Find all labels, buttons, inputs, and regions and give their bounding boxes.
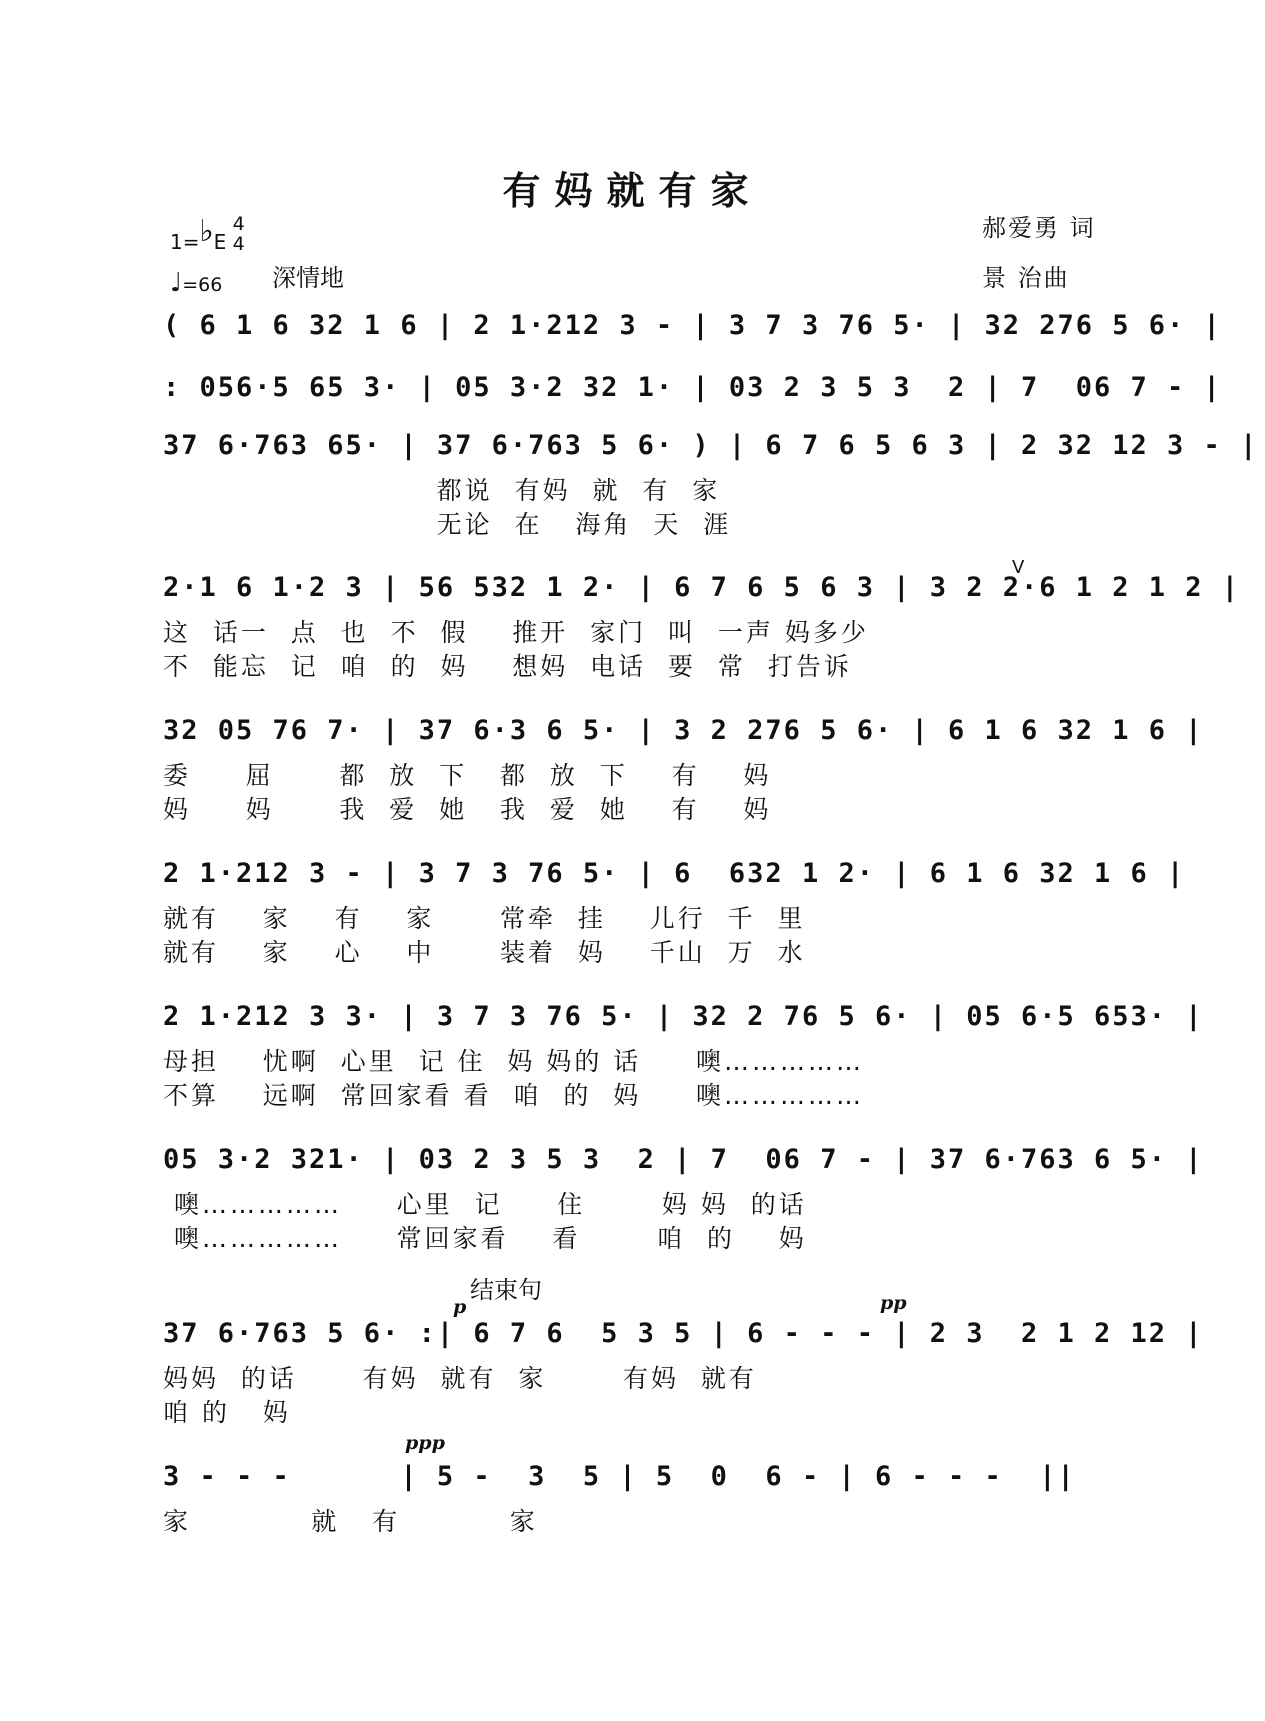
dynamic-p: p <box>453 1296 467 1318</box>
system-8 <box>163 1132 1204 1256</box>
time-sig-top: 4 <box>232 212 245 235</box>
notation-line: : 056·5 65 3· | 05 3·2 32 1· | 03 2 3 5 3 2 | 7 06 7 - | <box>163 372 1222 403</box>
key-letter: E <box>213 230 227 254</box>
breath-mark: V <box>1012 557 1025 578</box>
notation-line: 37 6·763 5 6· :| 6 7 6 5 3 5 | 6 - - - | 2 3 2 1 2 12 | <box>163 1318 1204 1349</box>
tempo-value: =66 <box>182 274 223 296</box>
system-5 <box>163 703 1204 827</box>
lyric-verse-1: 噢…………… 心里 记 住 妈 妈 的话 <box>163 1190 807 1219</box>
song-title: 有妈就有家 <box>502 168 763 213</box>
composer-credit: 景 治曲 <box>982 264 1070 292</box>
lyric-verse-1: 母担 忧啊 心里 记 住 妈 妈的 话 噢…………… <box>163 1047 865 1076</box>
lyric-verse-2: 不算 远啊 常回家看 看 咱 的 妈 噢…………… <box>163 1081 865 1110</box>
lyric-verse-1: 妈妈 的话 有妈 就有 家 有妈 就有 <box>163 1364 757 1393</box>
lyric-verse-1: 家 就 有 家 <box>163 1507 538 1536</box>
notation-line: 3 - - - | 5 - 3 5 | 5 0 6 - | 6 - - - || <box>163 1461 1076 1492</box>
time-sig-bottom: 4 <box>232 232 245 255</box>
system-9 <box>163 1306 1204 1430</box>
time-signature <box>233 214 245 254</box>
expression-mark: 深情地 <box>272 264 344 292</box>
notation-line: ( 6 1 6 32 1 6 | 2 1·212 3 - | 3 7 3 76 5· | 32 276 5 6· | <box>163 310 1222 341</box>
dynamic-ppp: ppp <box>405 1432 445 1454</box>
system-1 <box>163 298 1222 354</box>
lyric-verse-2: 就有 家 心 中 装着 妈 千山 万 水 <box>163 938 806 967</box>
lyric-verse-2: 噢…………… 常回家看 看 咱 的 妈 <box>163 1224 807 1253</box>
flat-sign: ♭ <box>199 214 214 249</box>
system-4 <box>163 560 1241 684</box>
lyric-verse-2: 妈 妈 我 爱 她 我 爱 她 有 妈 <box>163 795 772 824</box>
key-signature <box>170 212 245 264</box>
ending-label: 结束句 <box>470 1276 542 1304</box>
notation-line: 32 05 76 7· | 37 6·3 6 5· | 3 2 276 5 6· | 6 1 6 32 1 6 | <box>163 715 1204 746</box>
system-7 <box>163 989 1204 1113</box>
lyric-verse-1: 这 话一 点 也 不 假 推开 家门 叫 一声 妈多少 <box>163 618 869 647</box>
system-2 <box>163 360 1222 416</box>
notation-line: 2·1 6 1·2 3 | 56 532 1 2· | 6 7 6 5 6 3 | 3 2 2·6 1 2 1 2 | <box>163 572 1241 603</box>
notation-line: 2 1·212 3 3· | 3 7 3 76 5· | 32 2 76 5 6· | 05 6·5 653· | <box>163 1001 1204 1032</box>
lyric-verse-2: 不 能忘 记 咱 的 妈 想妈 电话 要 常 打告诉 <box>163 652 852 681</box>
lyricist-credit: 郝爱勇 词 <box>982 214 1096 242</box>
system-10 <box>163 1449 1138 1539</box>
lyric-verse-1: 就有 家 有 家 常牵 挂 儿行 千 里 <box>163 904 806 933</box>
lyric-verse-1: 委 屈 都 放 下 都 放 下 有 妈 <box>163 761 772 790</box>
quarter-note-icon: ♩ <box>170 268 183 298</box>
notation-line: 37 6·763 65· | 37 6·763 5 6· ) | 6 7 6 5 6 3 | 2 32 12 3 - | <box>163 430 1259 461</box>
notation-line: 05 3·2 321· | 03 2 3 5 3 2 | 7 06 7 - | 37 6·763 6 5· | <box>163 1144 1204 1175</box>
dynamic-pp: pp <box>880 1292 907 1314</box>
key-prefix: 1= <box>170 230 200 254</box>
system-6 <box>163 846 1186 970</box>
lyric-verse-1: 都说 有妈 就 有 家 <box>163 476 721 505</box>
notation-line: 2 1·212 3 - | 3 7 3 76 5· | 6 632 1 2· | 6 1 6 32 1 6 | <box>163 858 1186 889</box>
lyric-verse-2: 咱 的 妈 <box>163 1398 291 1427</box>
tempo-mark <box>170 268 222 298</box>
lyric-verse-2: 无论 在 海角 天 涯 <box>163 510 732 539</box>
system-3 <box>163 418 1259 542</box>
